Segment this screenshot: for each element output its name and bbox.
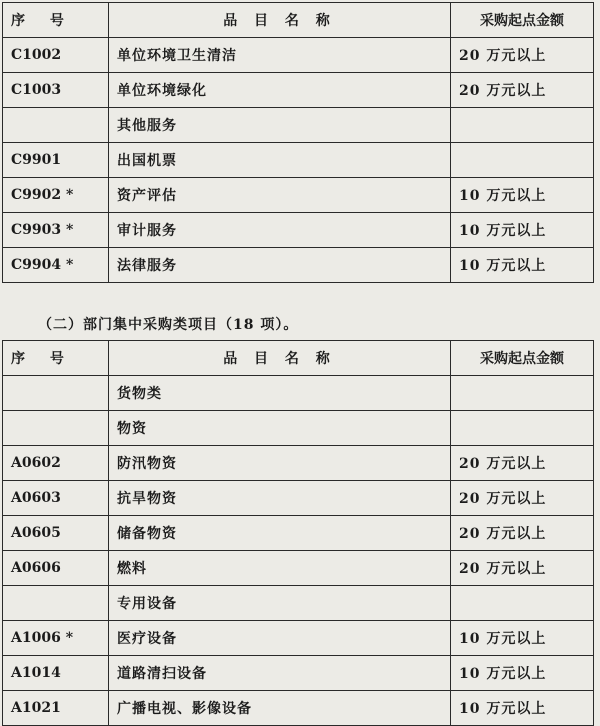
table-header-row: [3, 341, 594, 376]
row-threshold: [451, 586, 594, 621]
procurement-table-1: [2, 2, 594, 283]
row-threshold: 20 万元以上: [451, 38, 594, 73]
header-item-name: 品 目 名 称: [109, 3, 451, 38]
table-row: [3, 691, 594, 726]
table-row: [3, 108, 594, 143]
row-threshold: 20 万元以上: [451, 481, 594, 516]
procurement-table-2: [2, 340, 594, 726]
table-header-row: [3, 3, 594, 38]
row-threshold: 10 万元以上: [451, 213, 594, 248]
row-item-name: 其他服务: [109, 108, 451, 143]
row-threshold: 20 万元以上: [451, 551, 594, 586]
row-code: [3, 411, 109, 446]
row-threshold: 10 万元以上: [451, 178, 594, 213]
row-threshold: [451, 143, 594, 178]
table-row: [3, 551, 594, 586]
row-item-name: 储备物资: [109, 516, 451, 551]
table-row: [3, 248, 594, 283]
header-serial-number: 序 号: [3, 3, 109, 38]
row-threshold: 10 万元以上: [451, 248, 594, 283]
table-row: [3, 411, 594, 446]
table-row: [3, 586, 594, 621]
table-row: [3, 656, 594, 691]
table-row: [3, 143, 594, 178]
row-code: C9901: [3, 143, 109, 178]
table-row: [3, 621, 594, 656]
row-code: C9903 *: [3, 213, 109, 248]
row-code: A0602: [3, 446, 109, 481]
row-item-name: 资产评估: [109, 178, 451, 213]
row-code: A0605: [3, 516, 109, 551]
table-row: [3, 446, 594, 481]
row-code: C1003: [3, 73, 109, 108]
row-code: [3, 586, 109, 621]
row-threshold: 20 万元以上: [451, 73, 594, 108]
table-row: [3, 481, 594, 516]
row-item-name: 货物类: [109, 376, 451, 411]
row-item-name: 专用设备: [109, 586, 451, 621]
row-code: A1014: [3, 656, 109, 691]
row-item-name: 燃料: [109, 551, 451, 586]
row-code: C9904 *: [3, 248, 109, 283]
row-code: C1002: [3, 38, 109, 73]
table-row: [3, 516, 594, 551]
row-item-name: 广播电视、影像设备: [109, 691, 451, 726]
table-row: [3, 73, 594, 108]
row-code: C9902 *: [3, 178, 109, 213]
row-code: A1006 *: [3, 621, 109, 656]
row-threshold: 10 万元以上: [451, 621, 594, 656]
table-row: [3, 178, 594, 213]
row-threshold: [451, 108, 594, 143]
table-row: [3, 376, 594, 411]
header-threshold-amount: 采购起点金额: [451, 3, 594, 38]
row-item-name: 单位环境绿化: [109, 73, 451, 108]
header-threshold-amount: 采购起点金额: [451, 341, 594, 376]
row-item-name: 审计服务: [109, 213, 451, 248]
row-item-name: 出国机票: [109, 143, 451, 178]
row-item-name: 物资: [109, 411, 451, 446]
row-threshold: [451, 411, 594, 446]
table-row: [3, 213, 594, 248]
row-item-name: 医疗设备: [109, 621, 451, 656]
row-code: [3, 108, 109, 143]
row-threshold: 10 万元以上: [451, 656, 594, 691]
row-code: A0606: [3, 551, 109, 586]
row-item-name: 法律服务: [109, 248, 451, 283]
header-serial-number: 序 号: [3, 341, 109, 376]
row-code: A1021: [3, 691, 109, 726]
row-threshold: [451, 376, 594, 411]
row-threshold: 10 万元以上: [451, 691, 594, 726]
row-code: A0603: [3, 481, 109, 516]
header-item-name: 品 目 名 称: [109, 341, 451, 376]
row-threshold: 20 万元以上: [451, 516, 594, 551]
row-item-name: 防汛物资: [109, 446, 451, 481]
row-item-name: 道路清扫设备: [109, 656, 451, 691]
row-item-name: 抗旱物资: [109, 481, 451, 516]
row-code: [3, 376, 109, 411]
row-threshold: 20 万元以上: [451, 446, 594, 481]
section-heading-department-procurement: （二）部门集中采购类项目（18 项）。: [38, 317, 299, 333]
row-item-name: 单位环境卫生清洁: [109, 38, 451, 73]
table-row: [3, 38, 594, 73]
